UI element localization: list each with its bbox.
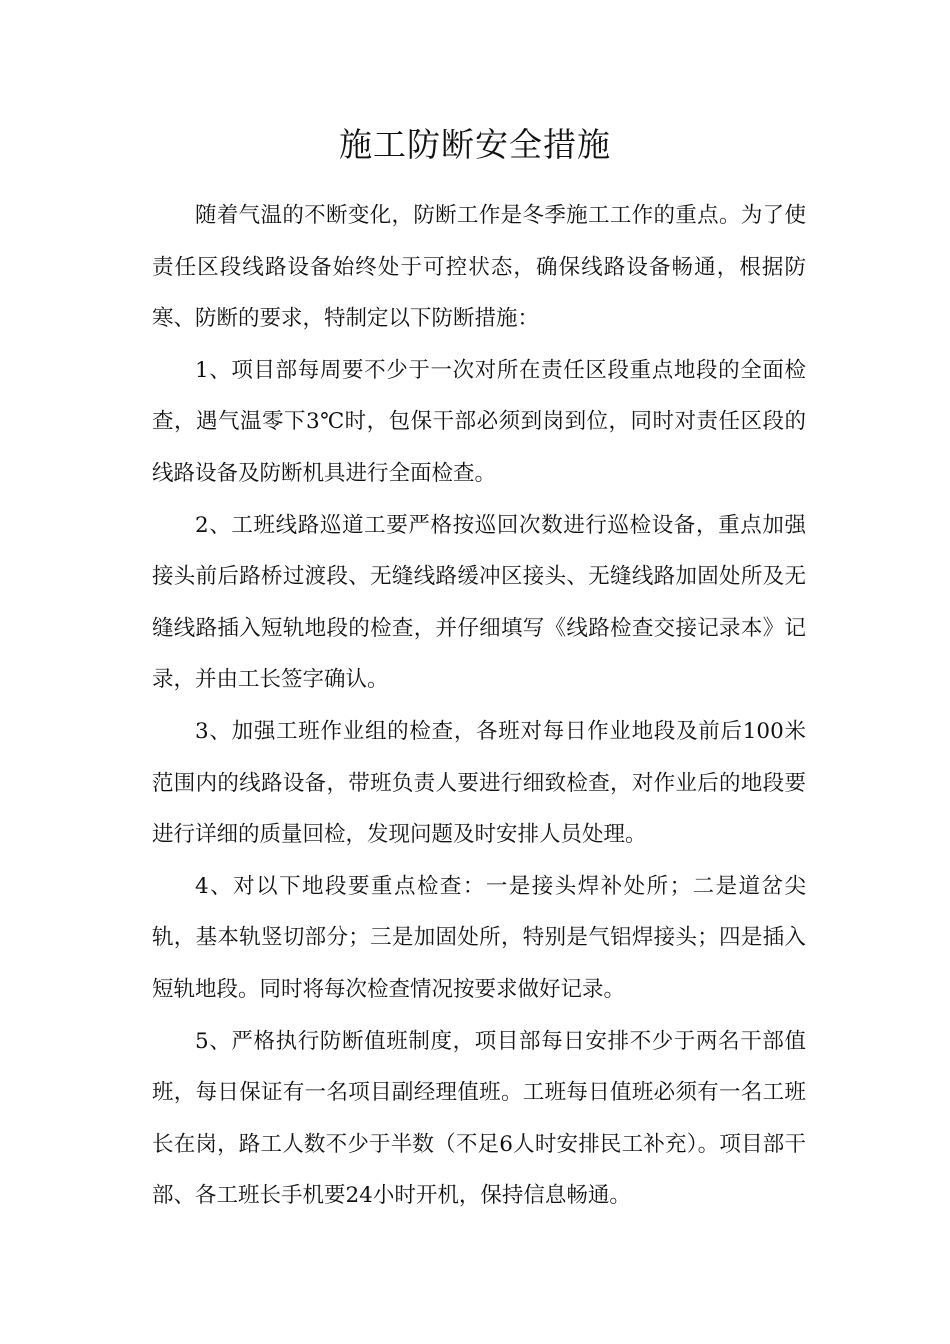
paragraph-item-2: 2、工班线路巡道工要严格按巡回次数进行巡检设备，重点加强接头前后路桥过渡段、无缝线路缓冲区接头、无缝线路加固处所及无缝线路插入短轨地段的检查，并仔细填写《线路检查交接记录本》记录，并由工长签字确认。 [152,512,806,693]
paragraph-item-3: 3、加强工班作业组的检查，各班对每日作业地段及前后100米范围内的线路设备，带班负责人要进行细致检查，对作业后的地段要进行详细的质量回检，发现问题及时安排人员处理。 [152,718,806,848]
paragraph-intro: 随着气温的不断变化，防断工作是冬季施工工作的重点。为了使责任区段线路设备始终处于可控状态，确保线路设备畅通，根据防寒、防断的要求，特制定以下防断措施： [152,203,806,332]
paragraph-item-4: 4、对以下地段要重点检查：一是接头焊补处所；二是道岔尖轨，基本轨竖切部分；三是加固处所，特别是气铝焊接头；四是插入短轨地段。同时将每次检查情况按要求做好记录。 [152,873,806,1002]
paragraph-item-5: 5、严格执行防断值班制度，项目部每日安排不少于两名干部值班，每日保证有一名项目副经理值班。工班每日值班必须有一名工班长在岗，路工人数不少于半数（不足6人时安排民工补充）。项目部干部、各工班长手机要24小时开机，保持信息畅通。 [152,1028,806,1209]
document-title: 施工防断安全措施 [339,125,611,164]
paragraph-item-1: 1、项目部每周要不少于一次对所在责任区段重点地段的全面检查，遇气温零下3℃时，包保干部必须到岗到位，同时对责任区段的线路设备及防断机具进行全面检查。 [152,357,806,486]
document-body [152,190,806,1222]
